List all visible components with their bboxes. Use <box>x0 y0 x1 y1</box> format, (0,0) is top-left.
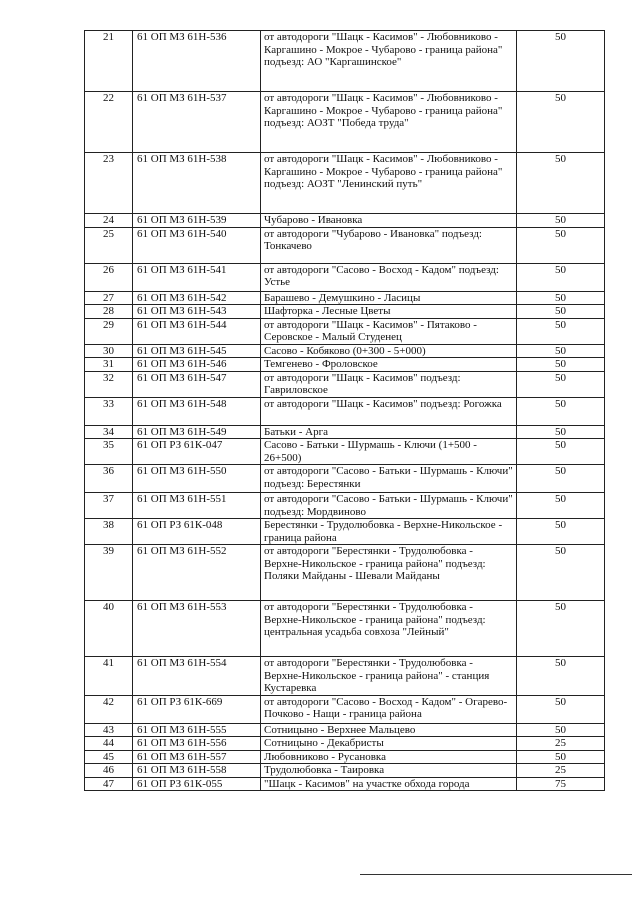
road-length: 50 <box>517 92 605 153</box>
road-list-table-container <box>84 30 604 791</box>
road-code: 61 ОП МЗ 61Н-543 <box>133 305 261 319</box>
row-number: 32 <box>85 371 133 397</box>
row-number: 38 <box>85 519 133 545</box>
road-code: 61 ОП МЗ 61Н-553 <box>133 601 261 657</box>
road-description: от автодороги "Сасово - Батьки - Шурмашь - Ключи" подъезд: Берестянки <box>261 465 517 493</box>
road-length: 50 <box>517 227 605 263</box>
road-description: Шафторка - Лесные Цветы <box>261 305 517 319</box>
table-row <box>85 397 605 425</box>
table-row <box>85 777 605 791</box>
row-number: 28 <box>85 305 133 319</box>
road-description: Берестянки - Трудолюбовка - Верхне-Никольское - граница района <box>261 519 517 545</box>
road-length: 50 <box>517 723 605 737</box>
road-code: 61 ОП МЗ 61Н-555 <box>133 723 261 737</box>
road-description: от автодороги "Шацк - Касимов" - Любовниково - Каргашино - Мокрое - Чубарово - граница района" подъезд: АОЗТ "Ленинский путь" <box>261 153 517 214</box>
road-description: от автодороги "Берестянки - Трудолюбовка - Верхне-Никольское - граница района" - станция Кустаревка <box>261 657 517 696</box>
table-row <box>85 545 605 601</box>
row-number: 29 <box>85 318 133 344</box>
road-list-table <box>84 30 605 791</box>
road-length: 50 <box>517 358 605 372</box>
road-length: 50 <box>517 371 605 397</box>
road-code: 61 ОП МЗ 61Н-546 <box>133 358 261 372</box>
table-row <box>85 214 605 228</box>
road-code: 61 ОП РЗ 61К-055 <box>133 777 261 791</box>
table-row <box>85 263 605 291</box>
road-description: Чубарово - Ивановка <box>261 214 517 228</box>
table-row <box>85 358 605 372</box>
road-code: 61 ОП МЗ 61Н-558 <box>133 764 261 778</box>
table-row <box>85 31 605 92</box>
road-length: 50 <box>517 439 605 465</box>
table-row <box>85 493 605 519</box>
road-description: от автодороги "Шацк - Касимов" - Любовниково - Каргашино - Мокрое - Чубарово - граница района" подъезд: АО "Каргашинское" <box>261 31 517 92</box>
row-number: 43 <box>85 723 133 737</box>
road-length: 50 <box>517 153 605 214</box>
road-description: Сасово - Кобяково (0+300 - 5+000) <box>261 344 517 358</box>
row-number: 27 <box>85 291 133 305</box>
road-description: от автодороги "Сасово - Восход - Кадом" - Огарево-Почково - Нащи - граница района <box>261 695 517 723</box>
table-row <box>85 318 605 344</box>
road-code: 61 ОП МЗ 61Н-551 <box>133 493 261 519</box>
table-row <box>85 371 605 397</box>
road-code: 61 ОП МЗ 61Н-549 <box>133 425 261 439</box>
road-length: 50 <box>517 519 605 545</box>
row-number: 39 <box>85 545 133 601</box>
road-length: 50 <box>517 263 605 291</box>
table-row <box>85 305 605 319</box>
row-number: 47 <box>85 777 133 791</box>
road-length: 50 <box>517 291 605 305</box>
row-number: 34 <box>85 425 133 439</box>
road-length: 50 <box>517 545 605 601</box>
table-row <box>85 764 605 778</box>
table-row <box>85 425 605 439</box>
row-number: 30 <box>85 344 133 358</box>
row-number: 33 <box>85 397 133 425</box>
road-code: 61 ОП РЗ 61К-048 <box>133 519 261 545</box>
row-number: 41 <box>85 657 133 696</box>
row-number: 35 <box>85 439 133 465</box>
table-row <box>85 723 605 737</box>
table-row <box>85 519 605 545</box>
row-number: 25 <box>85 227 133 263</box>
road-code: 61 ОП МЗ 61Н-557 <box>133 750 261 764</box>
table-row <box>85 344 605 358</box>
road-length: 50 <box>517 750 605 764</box>
row-number: 24 <box>85 214 133 228</box>
road-description: от автодороги "Шацк - Касимов" - Любовниково - Каргашино - Мокрое - Чубарово - граница района" подъезд: АОЗТ "Победа труда" <box>261 92 517 153</box>
road-description: от автодороги "Сасово - Батьки - Шурмашь - Ключи" подъезд: Мордвиново <box>261 493 517 519</box>
road-length: 25 <box>517 764 605 778</box>
row-number: 31 <box>85 358 133 372</box>
road-description: от автодороги "Сасово - Восход - Кадом" подъезд: Устье <box>261 263 517 291</box>
row-number: 40 <box>85 601 133 657</box>
road-description: от автодороги "Шацк - Касимов" подъезд: Рогожка <box>261 397 517 425</box>
road-description: от автодороги "Берестянки - Трудолюбовка - Верхне-Никольское - граница района" подъезд: центральная усадьба совхоза "Лейный" <box>261 601 517 657</box>
road-code: 61 ОП МЗ 61Н-536 <box>133 31 261 92</box>
table-row <box>85 227 605 263</box>
road-length: 50 <box>517 214 605 228</box>
table-row <box>85 92 605 153</box>
road-length: 75 <box>517 777 605 791</box>
table-row <box>85 465 605 493</box>
road-length: 50 <box>517 397 605 425</box>
table-body <box>85 31 605 791</box>
road-length: 50 <box>517 318 605 344</box>
road-code: 61 ОП МЗ 61Н-537 <box>133 92 261 153</box>
road-description: Сотницыно - Декабристы <box>261 737 517 751</box>
row-number: 46 <box>85 764 133 778</box>
road-code: 61 ОП РЗ 61К-669 <box>133 695 261 723</box>
road-length: 25 <box>517 737 605 751</box>
row-number: 36 <box>85 465 133 493</box>
road-length: 50 <box>517 657 605 696</box>
road-code: 61 ОП РЗ 61К-047 <box>133 439 261 465</box>
row-number: 23 <box>85 153 133 214</box>
road-code: 61 ОП МЗ 61Н-552 <box>133 545 261 601</box>
road-length: 50 <box>517 344 605 358</box>
road-description: Батьки - Арга <box>261 425 517 439</box>
road-description: Сасово - Батьки - Шурмашь - Ключи (1+500 - 26+500) <box>261 439 517 465</box>
road-code: 61 ОП МЗ 61Н-547 <box>133 371 261 397</box>
table-row <box>85 153 605 214</box>
road-code: 61 ОП МЗ 61Н-541 <box>133 263 261 291</box>
table-row <box>85 657 605 696</box>
row-number: 26 <box>85 263 133 291</box>
road-description: от автодороги "Чубарово - Ивановка" подъезд: Тонкачево <box>261 227 517 263</box>
road-description: Темгенево - Фроловское <box>261 358 517 372</box>
road-code: 61 ОП МЗ 61Н-539 <box>133 214 261 228</box>
road-description: Барашево - Демушкино - Ласицы <box>261 291 517 305</box>
road-description: от автодороги "Шацк - Касимов" подъезд: Гавриловское <box>261 371 517 397</box>
road-description: Любовниково - Русановка <box>261 750 517 764</box>
row-number: 22 <box>85 92 133 153</box>
table-row <box>85 737 605 751</box>
road-description: Трудолюбовка - Таировка <box>261 764 517 778</box>
road-length: 50 <box>517 465 605 493</box>
row-number: 45 <box>85 750 133 764</box>
table-row <box>85 439 605 465</box>
table-row <box>85 601 605 657</box>
road-code: 61 ОП МЗ 61Н-554 <box>133 657 261 696</box>
road-length: 50 <box>517 425 605 439</box>
table-row <box>85 750 605 764</box>
road-description: "Шацк - Касимов" на участке обхода города <box>261 777 517 791</box>
table-row <box>85 291 605 305</box>
row-number: 44 <box>85 737 133 751</box>
road-description: Сотницыно - Верхнее Мальцево <box>261 723 517 737</box>
road-length: 50 <box>517 695 605 723</box>
table-row <box>85 695 605 723</box>
bottom-rule <box>360 874 632 875</box>
road-code: 61 ОП МЗ 61Н-542 <box>133 291 261 305</box>
road-code: 61 ОП МЗ 61Н-538 <box>133 153 261 214</box>
row-number: 21 <box>85 31 133 92</box>
road-code: 61 ОП МЗ 61Н-544 <box>133 318 261 344</box>
road-length: 50 <box>517 31 605 92</box>
road-code: 61 ОП МЗ 61Н-545 <box>133 344 261 358</box>
road-description: от автодороги "Берестянки - Трудолюбовка - Верхне-Никольское - граница района" подъезд: Поляки Майданы - Шевали Майданы <box>261 545 517 601</box>
road-length: 50 <box>517 601 605 657</box>
road-length: 50 <box>517 493 605 519</box>
road-code: 61 ОП МЗ 61Н-548 <box>133 397 261 425</box>
row-number: 42 <box>85 695 133 723</box>
road-code: 61 ОП МЗ 61Н-550 <box>133 465 261 493</box>
road-description: от автодороги "Шацк - Касимов" - Пятаково - Серовское - Малый Студенец <box>261 318 517 344</box>
row-number: 37 <box>85 493 133 519</box>
road-code: 61 ОП МЗ 61Н-556 <box>133 737 261 751</box>
road-code: 61 ОП МЗ 61Н-540 <box>133 227 261 263</box>
road-length: 50 <box>517 305 605 319</box>
